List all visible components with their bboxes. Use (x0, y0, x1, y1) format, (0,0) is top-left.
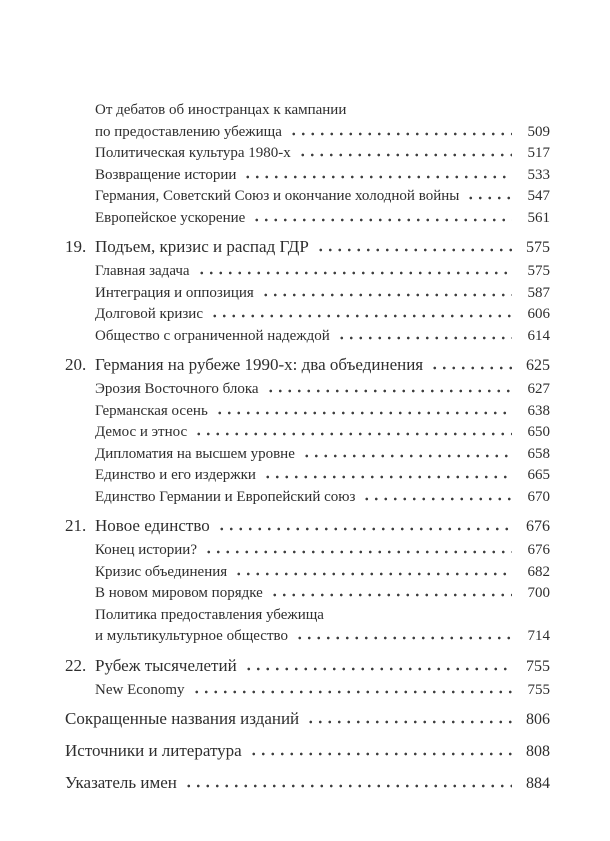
entry-title: Главная задача (95, 263, 190, 279)
page-number: 614 (527, 327, 550, 344)
dot-leader (302, 454, 512, 458)
entry-title: Сокращенные названия изданий (65, 709, 300, 728)
page-number: 625 (526, 357, 550, 374)
page-number: 650 (527, 424, 550, 440)
page-number: 658 (527, 445, 550, 462)
toc-chapter-entry (65, 352, 550, 379)
dot-leader (289, 132, 512, 136)
entry-title: Рубеж тысячелетий (95, 655, 237, 675)
toc-entry-line (95, 143, 550, 165)
dot-leader (243, 175, 512, 179)
entry-title: Единство Германии и Европейский союз (95, 488, 356, 505)
entry-title: Подъем, кризис и распад ГДР (95, 237, 309, 256)
page-number: 587 (527, 284, 550, 301)
dot-leader (234, 572, 512, 576)
entry-title: В новом мировом порядке (95, 585, 263, 601)
dot-leader (217, 527, 512, 531)
dot-leader (466, 196, 512, 200)
toc-entry-line (95, 626, 550, 648)
entry-title: Эрозия Восточного блока (95, 381, 259, 397)
dot-leader (270, 593, 512, 597)
toc-sub-entry (65, 304, 550, 326)
toc-entry-line (95, 444, 550, 466)
toc-entry-line (65, 770, 550, 797)
toc-sub-entry (65, 540, 550, 562)
entry-title: Европейское ускорение (95, 209, 246, 226)
dot-leader (204, 550, 512, 554)
page-number: 638 (527, 402, 550, 419)
chapter-number: 21. (65, 516, 87, 535)
entry-title: Возвращение истории (95, 166, 237, 183)
entry-title: Источники и литература (65, 741, 242, 760)
toc-sub-entry (65, 379, 550, 401)
entry-title: Долговой кризис (95, 306, 203, 322)
page-number: 884 (526, 775, 550, 792)
entry-title: Кризис объединения (95, 563, 228, 580)
chapter-number: 22. (65, 655, 87, 675)
toc-entry-line (95, 680, 550, 702)
entry-title: Политическая культура 1980-х (95, 145, 291, 161)
toc-sub-entry (65, 444, 550, 466)
toc-sub-entry (65, 326, 550, 348)
toc-entry-line (95, 422, 550, 444)
entry-title: Указатель имен (65, 773, 177, 792)
toc-entry-line (95, 261, 550, 283)
toc-entry-line (95, 487, 550, 509)
entry-title: и мультикультурное общество (95, 628, 289, 644)
toc-entry-line (95, 326, 550, 348)
toc-entry-line (95, 465, 550, 487)
toc-sub-entry (65, 143, 550, 165)
toc-sub-entry (65, 487, 550, 509)
dot-leader (316, 248, 512, 252)
toc-sub-entry (65, 562, 550, 584)
dot-leader (210, 314, 512, 318)
chapter-number: 19. (65, 237, 87, 256)
page-number: 755 (526, 657, 550, 675)
page-number: 533 (527, 166, 550, 183)
toc-entry-line (65, 706, 550, 733)
toc-entry-line (65, 653, 550, 680)
page-number: 676 (527, 542, 550, 558)
dot-leader (261, 293, 512, 297)
dot-leader (266, 389, 512, 393)
toc-entry-line (95, 605, 550, 627)
page-number: 682 (527, 563, 550, 580)
toc-entry-line (95, 540, 550, 562)
page-number: 547 (527, 188, 550, 204)
entry-title: Дипломатия на высшем уровне (95, 445, 295, 462)
toc-chapter-entry (65, 234, 550, 261)
entry-title: Германская осень (95, 402, 208, 419)
page-number: 806 (526, 711, 550, 728)
toc-chapter-entry (65, 513, 550, 540)
toc-backmatter-entry (65, 738, 550, 765)
toc-sub-entry (65, 186, 550, 208)
dot-leader (298, 153, 512, 157)
dot-leader (362, 497, 512, 501)
entry-title: Демос и этнос (95, 424, 188, 440)
entry-title: New Economy (95, 681, 185, 698)
toc-entry-line (95, 186, 550, 208)
toc-entry-line (65, 738, 550, 765)
toc-entry-line (95, 100, 550, 122)
toc-chapter-entry (65, 653, 550, 680)
toc-entry-line (95, 304, 550, 326)
dot-leader (192, 690, 512, 694)
page-number: 808 (526, 743, 550, 760)
dot-leader (249, 752, 512, 756)
toc-sub-entry (65, 283, 550, 305)
page-number: 561 (527, 209, 550, 226)
toc-sub-entry (65, 680, 550, 702)
toc-entry-line (95, 583, 550, 605)
entry-title: Общество с ограниченной надеждой (95, 327, 330, 344)
toc-sub-entry (65, 100, 550, 143)
toc-sub-entry (65, 465, 550, 487)
toc-sub-entry (65, 261, 550, 283)
toc-backmatter-entry (65, 706, 550, 733)
entry-title: Конец истории? (95, 542, 197, 558)
toc-entry-line (95, 283, 550, 305)
toc-list (65, 100, 550, 797)
dot-leader (194, 432, 512, 436)
toc-entry-line (95, 401, 550, 423)
toc-entry-line (65, 513, 550, 540)
page-number: 714 (527, 628, 550, 644)
page-number: 665 (527, 467, 550, 483)
page-number: 575 (527, 263, 550, 279)
entry-title: Германия на рубеже 1990-х: два объединения (95, 355, 424, 374)
dot-leader (197, 271, 512, 275)
toc-sub-entry (65, 605, 550, 648)
dot-leader (215, 411, 512, 415)
dot-leader (244, 667, 512, 671)
entry-title: Политика предоставления убежища (95, 606, 324, 623)
toc-entry-line (95, 122, 550, 144)
toc-sub-entry (65, 422, 550, 444)
toc-sub-entry (65, 208, 550, 230)
dot-leader (184, 784, 512, 788)
page-number: 700 (527, 585, 550, 601)
toc-entry-line (95, 208, 550, 230)
dot-leader (295, 636, 512, 640)
toc-entry-line (65, 234, 550, 261)
dot-leader (252, 218, 512, 222)
toc-backmatter-entry (65, 770, 550, 797)
page-number: 575 (526, 239, 550, 256)
toc-sub-entry (65, 165, 550, 187)
toc-entry-line (95, 165, 550, 187)
page-number: 627 (527, 381, 550, 397)
toc-entry-line (95, 379, 550, 401)
entry-title: От дебатов об иностранцах к кампании (95, 102, 347, 118)
page-number: 517 (527, 145, 550, 161)
page-number: 606 (527, 306, 550, 322)
dot-leader (306, 720, 512, 724)
page-number: 509 (527, 123, 550, 140)
dot-leader (337, 336, 512, 340)
toc-sub-entry (65, 583, 550, 605)
page-number: 670 (527, 488, 550, 505)
entry-title: Единство и его издержки (95, 467, 256, 483)
entry-title: по предоставлению убежища (95, 123, 282, 140)
entry-title: Новое единство (95, 516, 210, 535)
toc-entry-line (95, 562, 550, 584)
entry-title: Германия, Советский Союз и окончание холодной войны (95, 188, 460, 204)
chapter-number: 20. (65, 355, 87, 374)
toc-sub-entry (65, 401, 550, 423)
page-number: 676 (526, 518, 550, 535)
page-number: 755 (527, 681, 550, 698)
dot-leader (430, 366, 512, 370)
entry-title: Интеграция и оппозиция (95, 284, 254, 301)
dot-leader (263, 475, 512, 479)
toc-entry-line (65, 352, 550, 379)
